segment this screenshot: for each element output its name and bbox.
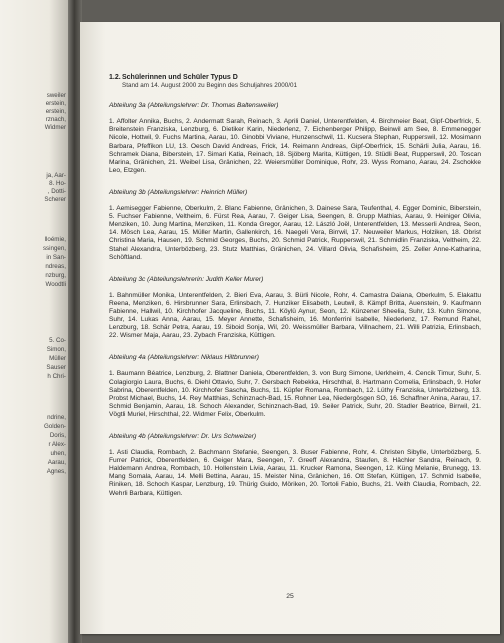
section-number: 1.2. xyxy=(109,74,121,81)
page-content xyxy=(109,74,481,498)
group-student-list: 1. Asti Claudia, Rombach, 2. Bachmann Stefanie, Seengen, 3. Buser Fabienne, Rohr, 4. Christen Sibylle, Unterbözberg, 5. Furrer Patrick, Oberentfelden, 6. Geiger Mara, Seengen, 7. Greeff Alexandra, Staufen, 8. Hächler Sandra, Reinach, 9. Haldemann Andrea, Rombach, 10. Hollenstein Livia, Aarau, 11. Krucker Ramona, Seengen, 12. Küng Melanie, Brunegg, 13. Mang Somala, Aarau, 14. Melli Bettina, Aarau, 15. Meister Nina, Gränichen, 16. Ott Stefan, Küttigen, 17. Schmid Isabelle, Riniken, 18. Schoch Kaspar, Lenzburg, 19. Thürig Guido, Möriken, 20. Tortoli Fabio, Buchs, 21. Veith Claudia, Rombach, 22. Wehrli Barbara, Küttigen. xyxy=(109,449,481,497)
right-page xyxy=(80,22,500,634)
left-page-line: Agnes, xyxy=(46,468,66,475)
group-student-list: 1. Affolter Annika, Buchs, 2. Andermatt Sarah, Reinach, 3. Aprili Daniel, Unterentfelden, 4. Birchmeier Beat, Gipf-Oberfrick, 5. Breitenstein Franziska, Lenzburg, 6. Dietiker Karin, Niederlenz, 7. Eichenberger Philipp, Beinwil am See, 8. Emmenegger Nicole, Hottwil, 9. Fuchs Martina, Aarau, 10. Ginobbi Viviane, Hunzenschwil, 11. Kucsera Stephan, Rupperswil, 12. Mosimann Barbara, Pfeffikon LU, 13. Oesch David Andreas, Frick, 14. Reimann Andreas, Gipf-Oberfrick, 15. Schärli Julia, Aarau, 16. Schramek Diana, Biberstein, 17. Simari Katia, Reinach, 18. Sjöberg Marita, Küttigen, 19. Stüdli Beat, Rupperswil, 20. Toscan Marina, Gränichen, 21. Weibel Lisa, Gränichen, 22. Weiersmüller Dominique, Rohr, 23. Wyss Romano, Aarau, 24. Zschokke Leo, Etzgen. xyxy=(109,118,481,174)
section-date: Stand am 14. August 2000 zu Beginn des Schuljahres 2000/01 xyxy=(122,82,298,90)
left-page-line: erstein, xyxy=(45,108,66,115)
left-page-line: ndreas, xyxy=(45,263,66,270)
left-page-line: 8. Ho- xyxy=(49,180,66,187)
left-page-line: Simon, xyxy=(46,346,66,353)
group-3c xyxy=(109,276,481,341)
left-page-line: sweiler xyxy=(46,92,66,99)
section-title: Schülerinnen und Schüler Typus D xyxy=(122,74,238,81)
left-page-line: nzburg, xyxy=(45,272,66,279)
left-page-line: Scherer xyxy=(44,196,66,203)
left-page-line: lloémie, xyxy=(44,236,66,243)
left-page-line: Aarau, xyxy=(47,459,66,466)
left-page-line: ssingen, xyxy=(42,245,66,252)
left-page-line: Widmer xyxy=(44,124,66,131)
group-title: Abteilung 4a (Abteilungslehrer: Niklaus Hiltbrunner) xyxy=(109,354,259,362)
left-page-line: uhen, xyxy=(50,450,66,457)
section-heading xyxy=(109,74,481,82)
left-page-line: Sauser xyxy=(46,364,66,371)
page-number: 25 xyxy=(286,593,294,600)
left-page-line: h Chri- xyxy=(47,373,66,380)
left-page-line: Müller xyxy=(49,355,66,362)
group-3b xyxy=(109,189,481,262)
group-title: Abteilung 3a (Abteilungslehrer: Dr. Thomas Baltensweiler) xyxy=(109,102,279,110)
group-student-list: 1. Bahnmüller Monika, Unterentfelden, 2. Bieri Eva, Aarau, 3. Bürli Nicole, Rohr, 4. Camastra Daiana, Oberkulm, 5. Elakattu Reena, Menziken, 6. Hirsbrunner Sara, Erlinsbach, 7. Hunziker Elisabeth, Leutwil, 8. Kämpf Britta, Auenstein, 9. Kaufmann Fabienne, Hallwil, 10. Kirchhofer Jacqueline, Buchs, 11. Köylü Aynur, Seon, 12. Künzener Sheelia, Suhr, 13. Kuhn Simone, Suhr, 14. Lukas Anna, Aarau, 15. Meyer Annette, Schafisheim, 16. Monferrini Isabelle, Niederlenz, 17. Remund Rahel, Lenzburg, 18. Schär Petra, Aarau, 19. Siboid Sonja, Wil, 20. Weissmüller Barbara, Villnachern, 21. Willi Patrizia, Erlinsbach, 22. Wismer Maja, Aarau, 23. Zybach Franziska, Küttigen. xyxy=(109,291,481,340)
group-student-list: 1. Aemisegger Fabienne, Oberkulm, 2. Blanc Fabienne, Gränichen, 3. Dainese Sara, Teufenthal, 4. Egger Dominic, Biberstein, 5. Fuchser Fabienne, Veltheim, 6. Fürst Rea, Aarau, 7. Geiger Lisa, Seengen, 8. Grupp Mathias, Aarau, 9. Heiniger Olivia, Menziken, 10. Jung Martina, Menziken, 11. Konda Gregor, Aarau, 12. László Joël, Unterentfelden, 13. Messerli Andrea, Seon, 14. Mösch Lea, Aarau, 15. Müller Martin, Gallenkirch, 16. Naegeli Vera, Birrwil, 17. Neuweiler Markus, Holziken, 18. Obrist Christina Maria, Hausen, 19. Schmid Georges, Buchs, 20. Schmid Patrick, Rupperswil, 21. Schmidlin Franziska, Veltheim, 22. Stahel Alexandra, Unterbözberg, 23. Stutz Matthias, Gränichen, 24. Villard Olivia, Schafisheim, 25. Zeller Anne-Katharina, Schöftland. xyxy=(109,205,481,261)
left-page-line: 5. Co- xyxy=(49,337,66,344)
left-page-line: ja, Aar- xyxy=(46,172,66,179)
left-page-line: r Alex- xyxy=(48,441,66,448)
left-page-line: ndrine, xyxy=(47,414,66,421)
group-title: Abteilung 3b (Abteilungslehrer: Heinrich Müller) xyxy=(109,188,248,196)
left-page-line: erstein, xyxy=(45,100,66,107)
group-student-list: 1. Baumann Béatrice, Lenzburg, 2. Blattner Daniela, Oberentfelden, 3. von Burg Simone, Uerkheim, 4. Cencik Timur, Suhr, 5. Colagiorgio Laura, Buchs, 6. Diehl Ottavio, Suhr, 7. Gersbach Rebekka, Hirschthal, 8. Hartmann Cornelia, Erlinsbach, 9. Hofer Sabrina, Oberentfelden, 10. Kirchhofer Sascha, Buchs, 11. Küpfer Romana, Rombach, 12. Lüthy Franziska, Unterbözberg, 13. Probst Michael, Buchs, 14. Rey Matthias, Schinznach-Bad, 15. Rohner Lea, Niedergösgen SO, 16. Schaffner Anina, Aarau, 17. Schmid Benjamin, Aarau, 18. Schoch Alexander, Schinznach-Bad, 19. Seiler Patrick, Suhr, 20. Stadler Beatrice, Birrwil, 21. Vögtli Muriel, Hirschthal, 22. Widmer Felix, Oberkulm. xyxy=(109,370,481,418)
group-4a xyxy=(109,354,481,419)
group-3a xyxy=(109,102,481,175)
left-page xyxy=(0,0,70,643)
group-title: Abteilung 3c (Abteilungslehrerin: Judith Keller Murer) xyxy=(109,275,264,283)
left-page-line: in San- xyxy=(46,254,66,261)
left-page-line: Golden- xyxy=(43,423,66,430)
left-page-line: rznach, xyxy=(45,116,66,123)
group-title: Abteilung 4b (Abteilungslehrer: Dr. Urs Schweizer) xyxy=(109,433,257,440)
left-page-line: Doris, xyxy=(49,432,66,439)
left-page-line: Woodtli xyxy=(45,281,66,288)
group-4b xyxy=(109,433,481,498)
left-page-line: , Dotti- xyxy=(47,188,66,195)
